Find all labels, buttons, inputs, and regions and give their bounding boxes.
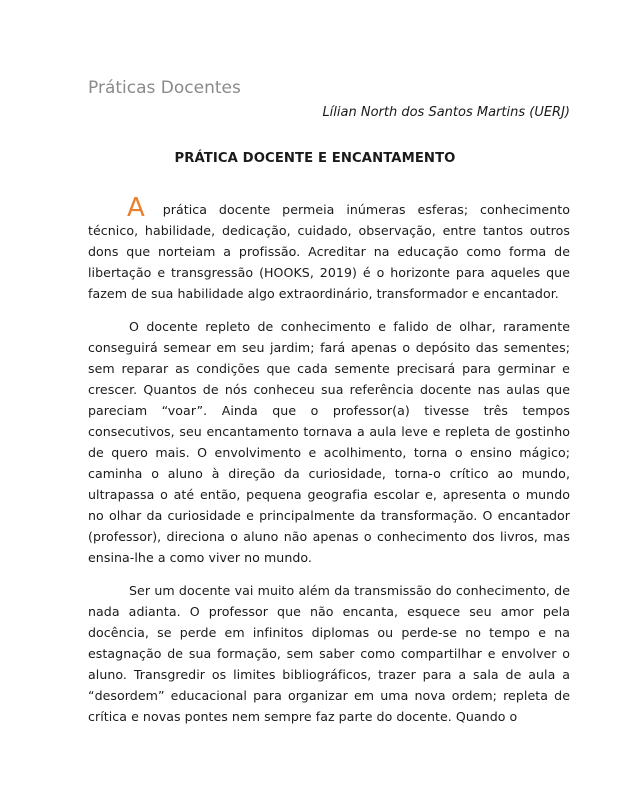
article-body (88, 193, 570, 739)
author-line: Lílian North dos Santos Martins (UERJ) (322, 105, 570, 120)
article-title: PRÁTICA DOCENTE E ENCANTAMENTO (174, 151, 456, 166)
paragraph-1-text: prática docente permeia inúmeras esferas; conhecimento técnico, habilidade, dedicação, cuidado, observação, entre tantos outros dons que norteiam a profissão. Acreditar na educação como forma de libertação e transgressão (HOOKS, 2019) é o horizonte para aqueles que fazem de sua habilidade algo extraordinário, transformador e encantador. (88, 202, 570, 301)
section-title: Práticas Docentes (88, 78, 241, 98)
paragraph-1 (88, 193, 570, 304)
paragraph-2: O docente repleto de conhecimento e falido de olhar, raramente conseguirá semear em seu jardim; fará apenas o depósito das sementes; sem reparar as condições que cada semente precisará para germinar e crescer. Quantos de nós conheceu sua referência docente nas aulas que pareciam “voar”. Ainda que o professor(a) tivesse três tempos consecutivos, seu encantamento tornava a aula leve e repleta de gostinho de quero mais. O envolvimento e acolhimento, torna o ensino mágico; caminha o aluno à direção da curiosidade, torna-o crítico ao mundo, ultrapassa o até então, pequena geografia escolar e, apresenta o mundo no olhar da curiosidade e principalmente da transformação. O encantador (professor), direciona o aluno não apenas o conhecimento dos livros, mas ensina-lhe a como viver no mundo. (88, 319, 570, 565)
drop-cap: A (127, 193, 145, 223)
paragraph-3: Ser um docente vai muito além da transmissão do conhecimento, de nada adianta. O professor que não encanta, esquece seu amor pela docência, se perde em infinitos diplomas ou perde-se no tempo e na estagnação de sua formação, sem saber como compartilhar e envolver o aluno. Transgredir os limites bibliográficos, trazer para a sala de aula a “desordem” educacional para organizar em uma nova ordem; repleta de crítica e novas pontes nem sempre faz parte do docente. Quando o (88, 583, 570, 724)
